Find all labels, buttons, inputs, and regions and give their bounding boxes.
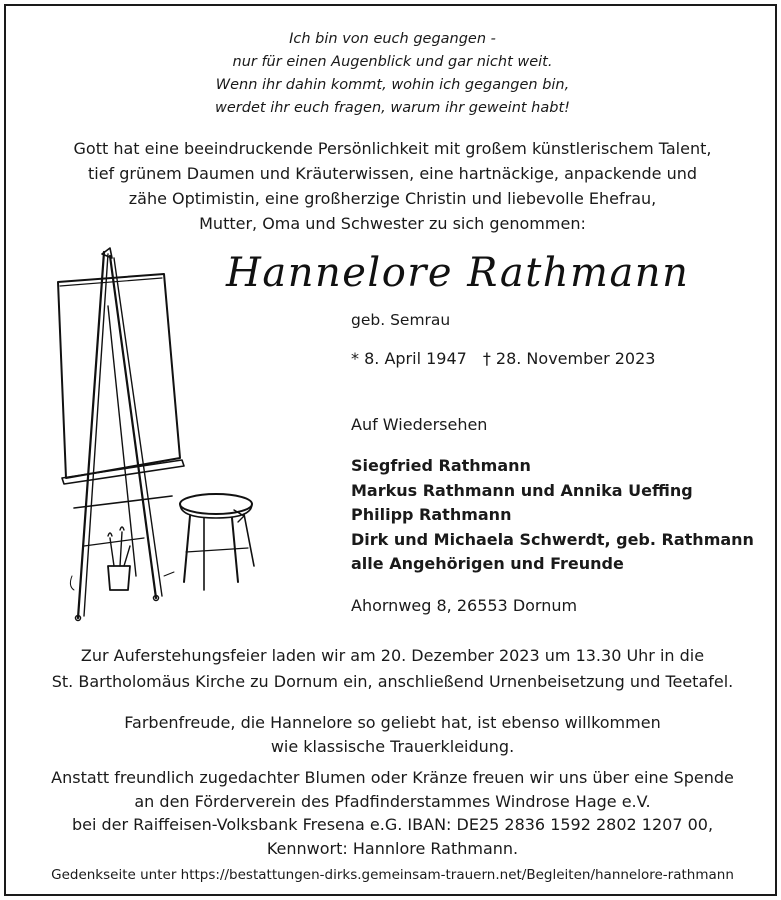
ceremony-line: St. Bartholomäus Kirche zu Dornum ein, anschließend Urnenbeisetzung und Teetafel. [51,672,734,691]
donation-text [6,766,779,860]
birth-date: * 8. April 1947 [351,349,467,368]
easel-illustration [44,246,274,626]
mourner: Dirk und Michaela Schwerdt, geb. Rathmann [351,529,754,549]
poem [6,28,779,120]
deceased-name: Hannelore Rathmann [226,250,690,296]
death-date: † 28. November 2023 [482,349,656,368]
memorial-page-link[interactable]: Gedenkseite unter https://bestattungen-dirks.gemeinsam-trauern.net/Begleiten/hannelore-rathmann [51,867,734,883]
mourner: alle Angehörigen und Freunde [351,554,624,573]
intro-line: zähe Optimistin, eine großherzige Christin und liebevolle Ehefrau, [128,189,657,208]
colors-line: Farbenfreude, die Hannelore so geliebt hat, ist ebenso willkommen [124,713,661,732]
donation-line: an den Förderverein des Pfadfinderstammes Windrose Hage e.V. [134,791,651,811]
donation-line: Anstatt freundlich zugedachter Blumen oder Kränze freuen wir uns über eine Spende [51,768,734,787]
intro-line: Mutter, Oma und Schwester zu sich genommen: [199,214,586,233]
life-dates [351,349,655,368]
ceremony-line: Zur Auferstehungsfeier laden wir am 20. Dezember 2023 um 13.30 Uhr in die [80,646,705,665]
intro-line: tief grünem Daumen und Kräuterwissen, eine hartnäckige, anpackende und [87,164,697,183]
intro-line: Gott hat eine beeindruckende Persönlichkeit mit großem künstlerischem Talent, [73,139,712,158]
mourners-list [351,454,754,577]
donation-line: Kennwort: Hannlore Rathmann. [266,838,519,858]
donation-line: bei der Raiffeisen-Volksbank Fresena e.G. IBAN: DE25 2836 1592 2802 1207 00, [71,815,714,834]
ceremony-text [6,643,779,695]
farewell-text: Auf Wiedersehen [351,415,488,434]
poem-line: Wenn ihr dahin kommt, wohin ich gegangen bin, [215,77,570,93]
poem-line: Ich bin von euch gegangen - [289,31,496,47]
mourner: Philipp Rathmann [351,505,512,524]
colors-line: wie klassische Trauerkleidung. [270,737,515,756]
obituary-frame [4,4,777,896]
poem-line: nur für einen Augenblick und gar nicht weit. [232,54,553,70]
mourner: Markus Rathmann und Annika Ueffing [351,480,693,500]
mourner: Siegfried Rathmann [351,456,531,475]
address: Ahornweg 8, 26553 Dornum [351,596,578,615]
intro-text [6,136,779,236]
maiden-name: geb. Semrau [351,311,451,329]
poem-line: werdet ihr euch fragen, warum ihr geweint habt! [215,100,570,116]
colors-note [6,711,779,759]
